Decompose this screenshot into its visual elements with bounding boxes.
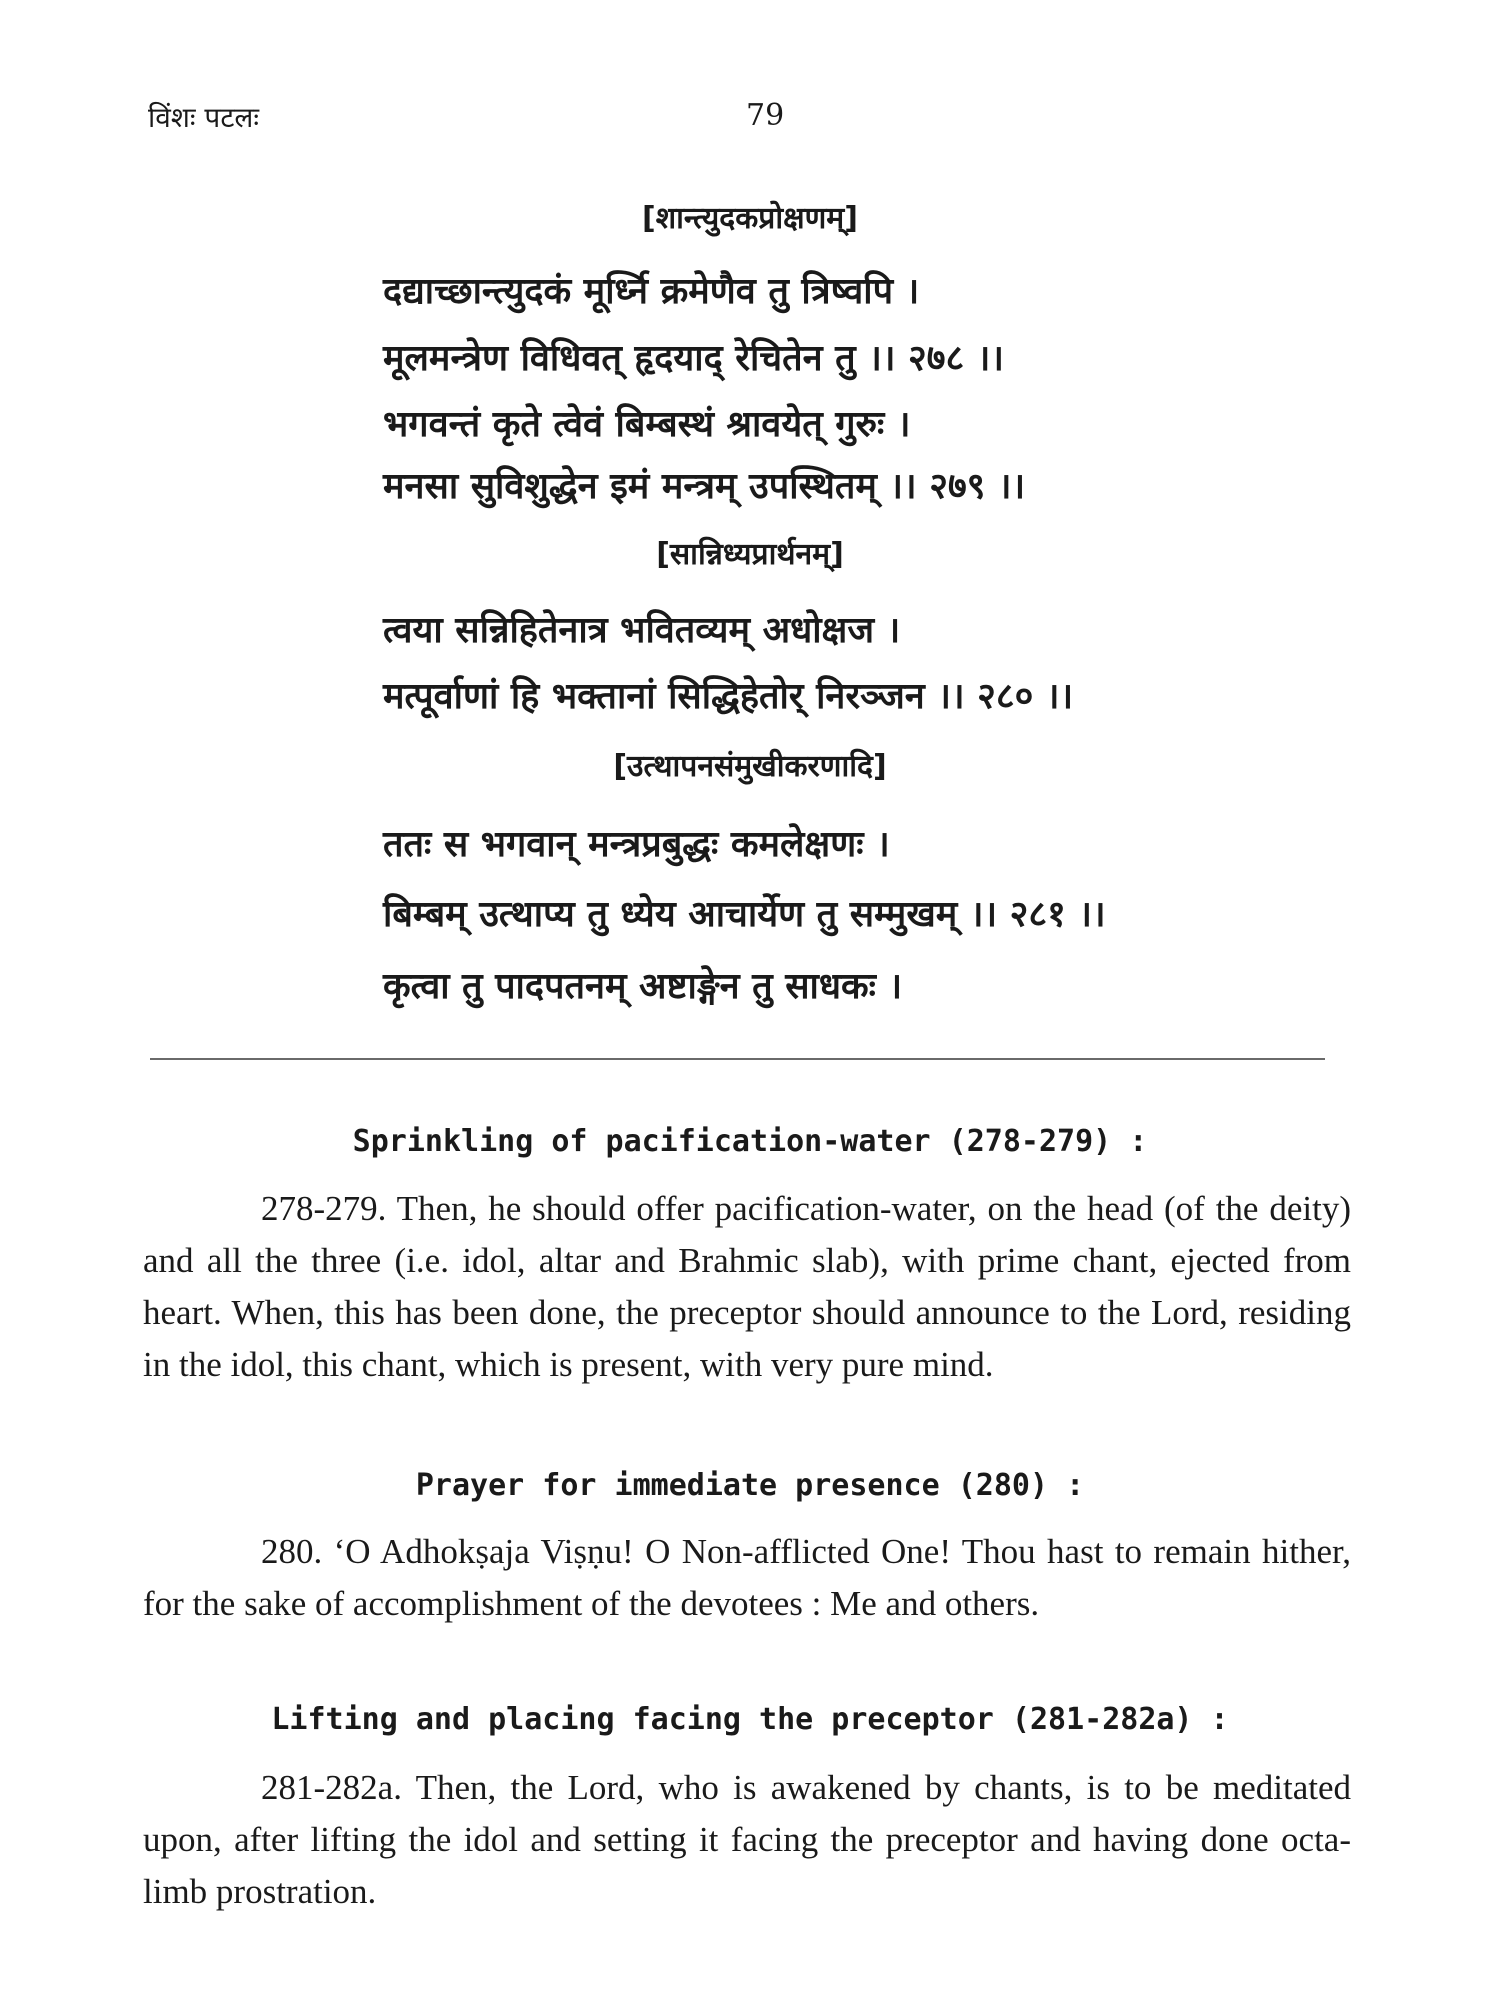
- verse-line: त्वया सन्निहितेनात्र भवितव्यम् अधोक्षज ।: [383, 610, 901, 651]
- running-head: विंशः पटलः: [148, 101, 260, 134]
- sanskrit-heading-1: [शान्त्युदकप्रोक्षणम्]: [642, 201, 858, 236]
- verse-line: कृत्वा तु पादपतनम् अष्टाङ्गेन तु साधकः ।: [383, 966, 903, 1007]
- section-divider: [150, 1058, 1325, 1060]
- english-heading-2: Prayer for immediate presence (280) :: [415, 1468, 1085, 1503]
- page-number: 79: [746, 98, 785, 133]
- verse-line: भगवन्तं कृते त्वेवं बिम्बस्थं श्रावयेत् गुरुः ।: [383, 404, 911, 445]
- sanskrit-heading-3: [उत्थापनसंमुखीकरणादि]: [613, 749, 887, 784]
- verse-line: ततः स भगवान् मन्त्रप्रबुद्धः कमलेक्षणः ।: [383, 824, 890, 865]
- verse-line: मूलमन्त्रेण विधिवत् हृदयाद् रेचितेन तु ।। २७८ ।।: [383, 338, 1005, 379]
- verse-line: दद्याच्छान्त्युदकं मूर्ध्नि क्रमेणैव तु त्रिष्वपि ।: [383, 271, 920, 312]
- english-heading-1: Sprinkling of pacification-water (278-279) :: [352, 1124, 1148, 1159]
- english-paragraph-2: 280. ‘O Adhokṣaja Viṣṇu! O Non-afflicted One! Thou hast to remain hither, for the sake of accomplishment of the devotees : Me and others.: [143, 1532, 1351, 1623]
- verse-line: बिम्बम् उत्थाप्य तु ध्येय आचार्येण तु सम्मुखम् ।। २८१ ।।: [383, 894, 1106, 935]
- verse-line: मनसा सुविशुद्धेन इमं मन्त्रम् उपस्थितम् ।। २७९ ।।: [383, 466, 1026, 507]
- english-paragraph-1: 278-279. Then, he should offer pacification-water, on the head (of the deity) and all the three (i.e. idol, altar and Brahmic slab), with prime chant, ejected from heart. When, this has been done, the preceptor should announce to the Lord, residing in the idol, this chant, which is present, with very pure mind.: [143, 1189, 1351, 1384]
- english-paragraph-3: 281-282a. Then, the Lord, who is awakened by chants, is to be meditated upon, after lifting the idol and setting it facing the preceptor and having done octa-limb prostration.: [143, 1768, 1351, 1911]
- verse-line: मत्पूर्वाणां हि भक्तानां सिद्धिहेतोर् निरञ्जन ।। २८० ।।: [383, 676, 1074, 717]
- english-heading-3: Lifting and placing facing the preceptor (281-282a) :: [271, 1702, 1229, 1737]
- sanskrit-heading-2: [सान्निध्यप्रार्थनम्]: [656, 537, 844, 572]
